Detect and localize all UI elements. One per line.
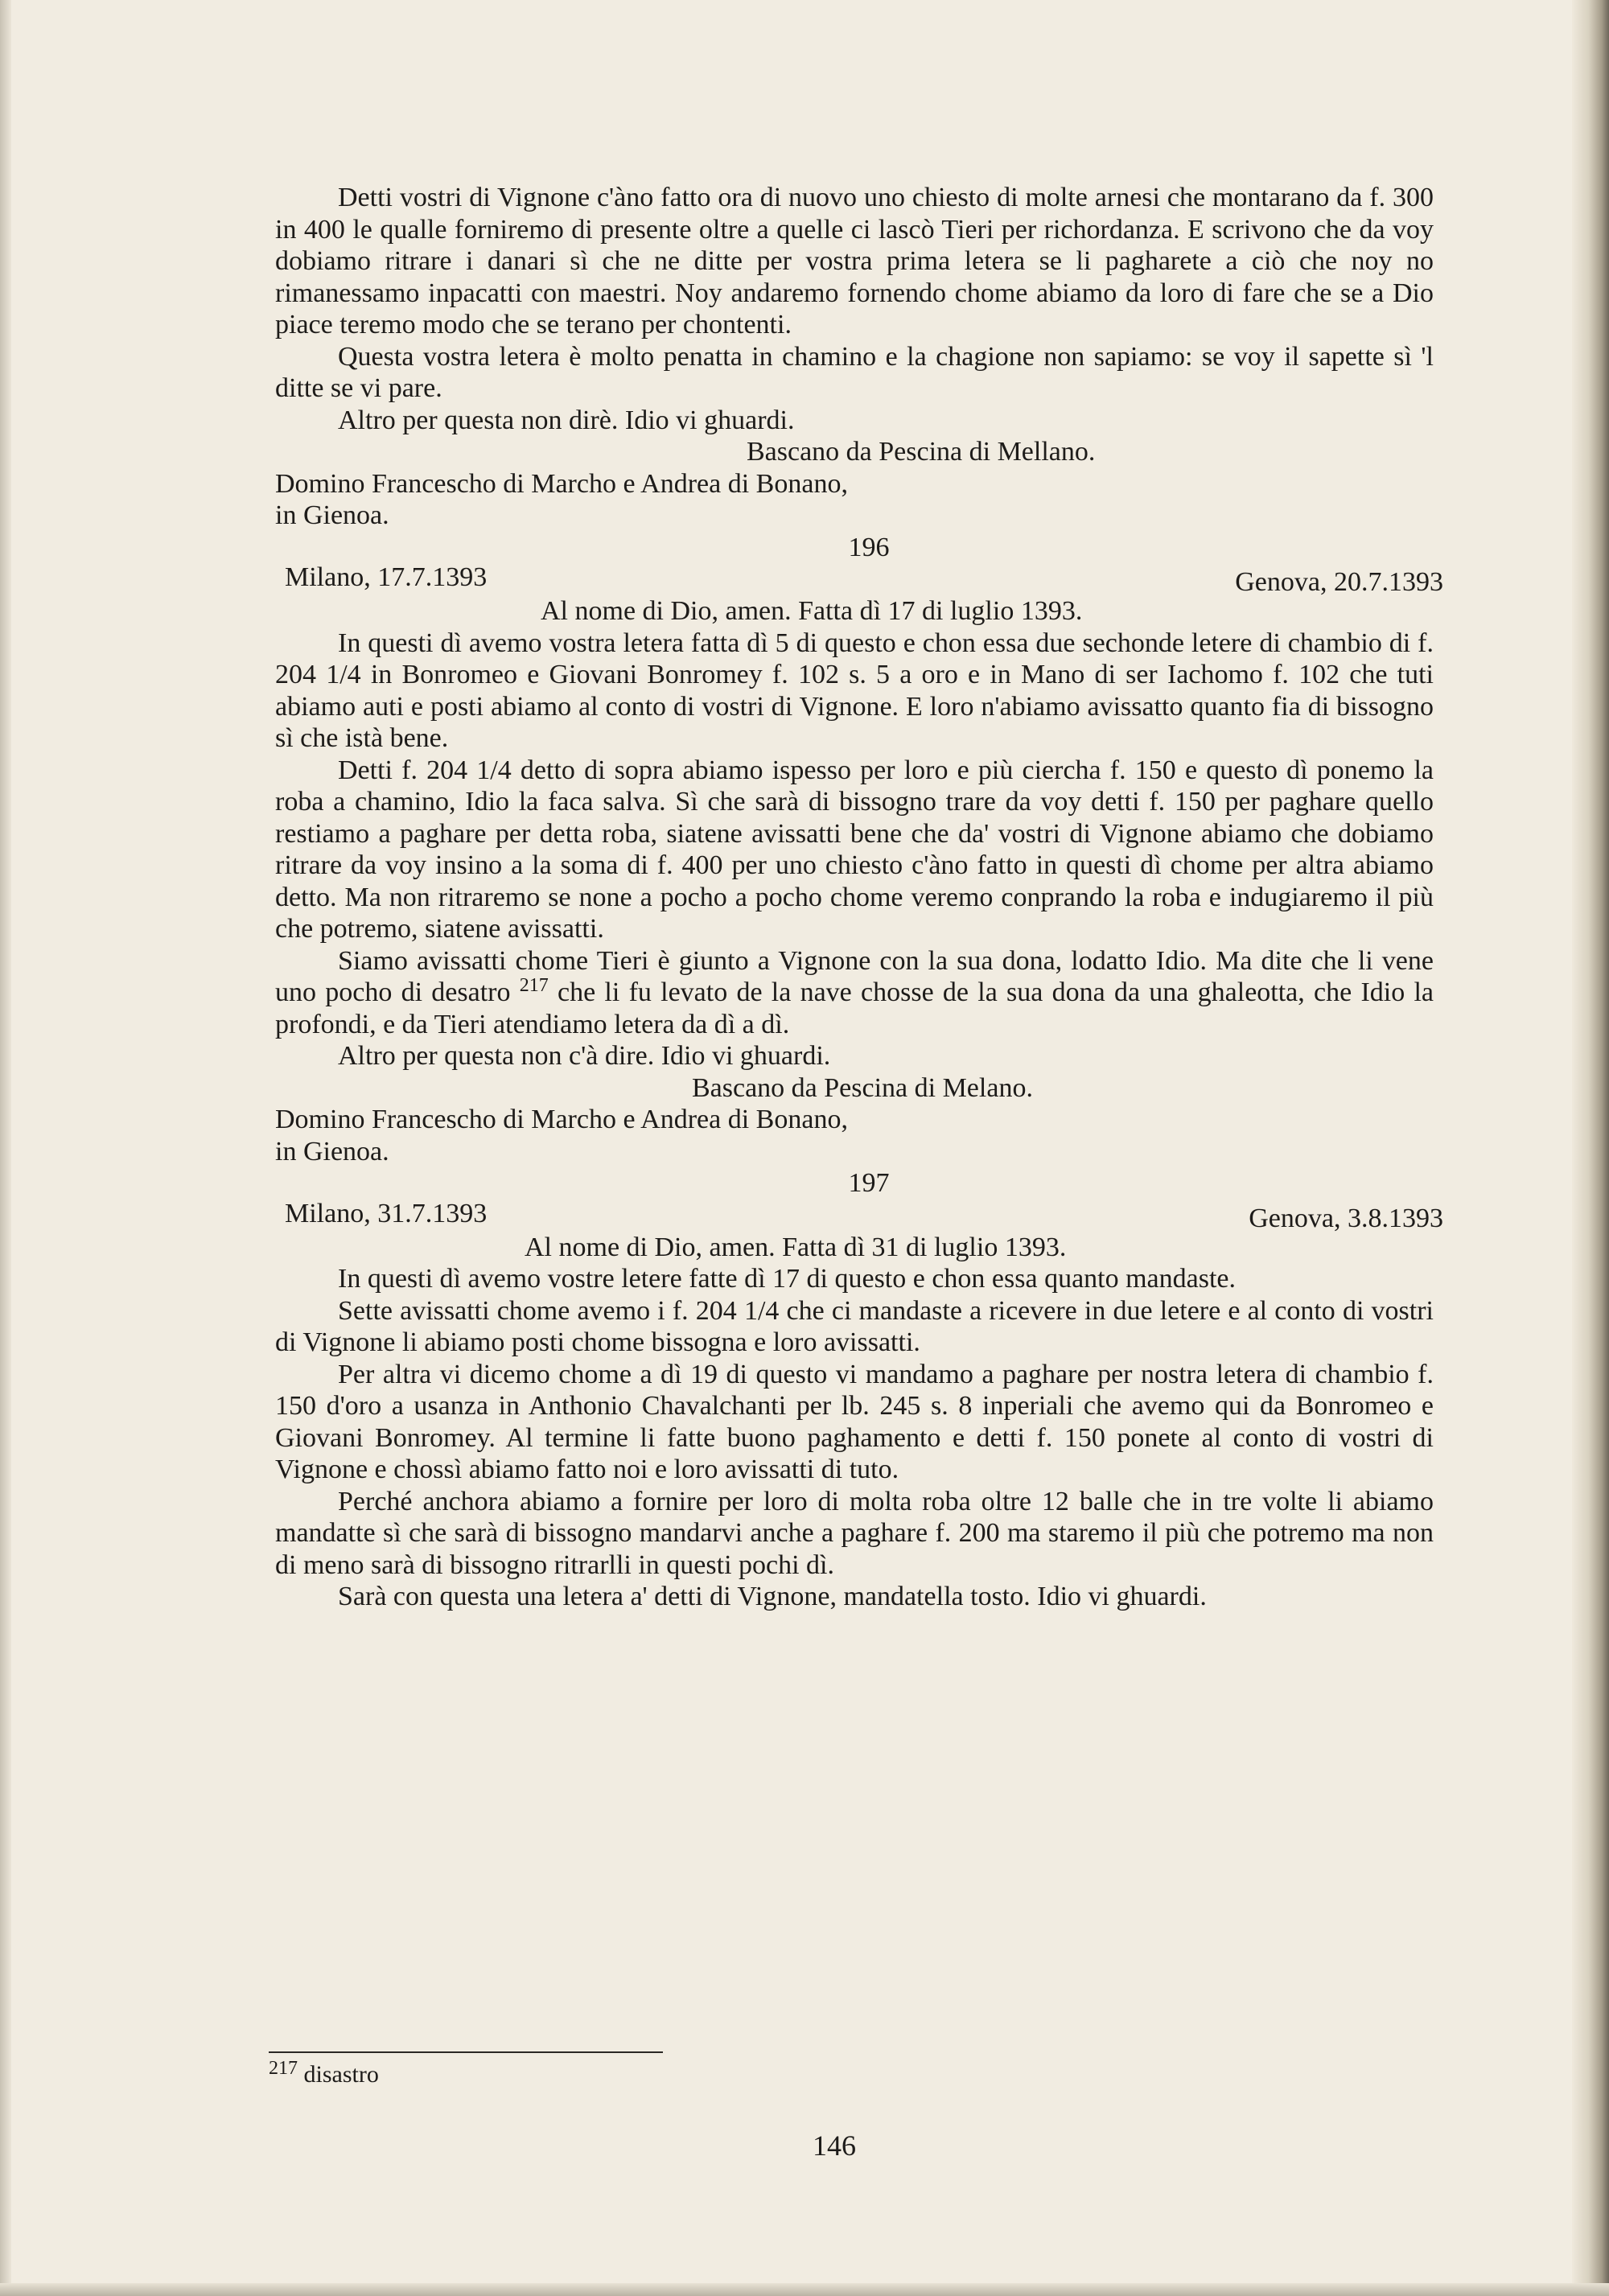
opening-formula: Al nome di Dio, amen. Fatta dì 31 di luglio 1393. bbox=[525, 1232, 1067, 1262]
signature: Bascano da Pescina di Melano. bbox=[692, 1072, 1033, 1103]
closing-formula: Altro per questa non c'à dire. Idio vi ghuardi. bbox=[338, 1041, 831, 1071]
paragraph: Per altra vi dicemo chome a dì 19 di questo vi mandamo a paghare per nostra letera di chambio f. 150 d'oro a usanza in Anthonio Chavalchanti per lb. 245 s. 8 inperiali che avemo qui da Bonromeo e Giovani Bonromey. Al termine li fatte buono paghamento e detti f. 150 ponete al conto di vostri di Vignone e chossì abiamo fatto noi e loro avissatti di tuto. bbox=[275, 1359, 1434, 1484]
paragraph: Detti vostri di Vignone c'àno fatto ora di nuovo uno chiesto di molte arnesi che montarano da f. 300 in 400 le qualle forniremo di presente oltre a quelle ci lascò Tieri per richordanza. E scrivono che da voy dobiamo ritrare i danari sì che ne ditte per vostra prima letera se li pagharete a ciò che noy no rimanessamo inpacatti con maestri. Noy andaremo fornendo chome abiamo da loro di fare che se a Dio piace teremo modo che se terano per chontenti. bbox=[275, 183, 1434, 339]
page-bottom-edge bbox=[0, 2283, 1609, 2296]
address-line: in Gienoa. bbox=[275, 500, 389, 530]
signature: Bascano da Pescina di Mellano. bbox=[747, 437, 1096, 467]
origin-date: Milano, 31.7.1393 bbox=[285, 1198, 488, 1228]
paragraph-text: che li fu levato de la nave chosse de la sua dona da una ghaleotta, che Idio la profondi, e da Tieri atendiamo letera da dì a dì. bbox=[275, 977, 1434, 1039]
paragraph: Sette avissatti chome avemo i f. 204 1/4 che ci mandaste a ricevere in due letere e al conto di vostri di Vignone li abiamo posti chome bissogna e loro avissatti. bbox=[275, 1295, 1434, 1357]
paragraph: Sarà con questa una letera a' detti di Vignone, mandatella tosto. Idio vi ghuardi. bbox=[338, 1582, 1207, 1611]
footnote bbox=[269, 2058, 379, 2088]
footnote-mark: 217 bbox=[269, 2058, 298, 2079]
letter-dateline bbox=[275, 562, 1443, 597]
footnote-reference: 217 bbox=[519, 975, 549, 996]
destination-date: Genova, 3.8.1393 bbox=[1249, 1203, 1443, 1233]
paragraph: Questa vostra letera è molto penatta in chamino e la chagione non sapiamo: se voy il sapette sì 'l ditte se vi pare. bbox=[275, 341, 1434, 403]
letter-dateline bbox=[275, 1198, 1443, 1233]
paragraph: Detti f. 204 1/4 detto di sopra abiamo ispesso per loro e più ciercha f. 150 e questo dì ponemo la roba a chamino, Idio la faca salva. Sì che sarà di bissogno trare da voy detti f. 150 per paghare quello restiamo a paghare per detta roba, siatene avissatti bene che da' vostri di Vignone abiamo che dobiamo ritrare da voy insino a la soma di f. 400 per uno chiesto c'àno fatto in questi dì chome per altra abiamo detto. Ma non ritraremo se none a pocho a pocho chome veremo conprando la roba e indugiaremo il più che potremo, siatene avissatti. bbox=[275, 755, 1434, 944]
address-line: Domino Francescho di Marcho e Andrea di Bonano, bbox=[275, 1105, 848, 1134]
address-line: in Gienoa. bbox=[275, 1136, 389, 1167]
letter-number: 196 bbox=[848, 532, 890, 562]
opening-formula: Al nome di Dio, amen. Fatta dì 17 di luglio 1393. bbox=[541, 596, 1083, 626]
closing-formula: Altro per questa non dirè. Idio vi ghuardi. bbox=[338, 405, 795, 435]
paragraph-text: Siamo avissatti chome Tieri è giunto a Vignone con la sua dona, lodatto Idio. Ma dite che li vene uno pocho di desatro bbox=[275, 945, 1434, 1007]
paragraph: In questi dì avemo vostre letere fatte dì 17 di questo e chon essa quanto mandaste. bbox=[338, 1264, 1237, 1294]
footnote-text: disastro bbox=[303, 2061, 379, 2088]
origin-date: Milano, 17.7.1393 bbox=[285, 562, 488, 592]
page-number: 146 bbox=[813, 2129, 856, 2162]
page-body bbox=[275, 182, 1443, 1613]
page-gutter-shadow bbox=[0, 0, 11, 2296]
paragraph bbox=[275, 945, 1434, 1041]
address-line: Domino Francescho di Marcho e Andrea di Bonano, bbox=[275, 468, 848, 499]
letter-number: 197 bbox=[848, 1168, 890, 1198]
paragraph: Perché anchora abiamo a fornire per loro di molta roba oltre 12 balle che in tre volte li abiamo mandatte sì che sarà di bissogno mandarvi anche a paghare f. 200 ma staremo il più che potremo ma non di meno sarà di bissogno ritrarlli in questi pochi dì. bbox=[275, 1486, 1434, 1580]
destination-date: Genova, 20.7.1393 bbox=[1235, 567, 1443, 597]
footnote-separator bbox=[269, 2051, 663, 2053]
book-spine-shadow bbox=[1572, 0, 1609, 2296]
paragraph: In questi dì avemo vostra letera fatta dì 5 di questo e chon essa due sechonde letere di chambio di f. 204 1/4 in Bonromeo e Giovani Bonromey f. 102 s. 5 a oro e in Mano di ser Iachomo f. 102 che tuti abiamo auti e posti abiamo al conto di vostri di Vignone. E loro n'abiamo avissatto quanto fia di bissogno sì che istà bene. bbox=[275, 627, 1434, 753]
